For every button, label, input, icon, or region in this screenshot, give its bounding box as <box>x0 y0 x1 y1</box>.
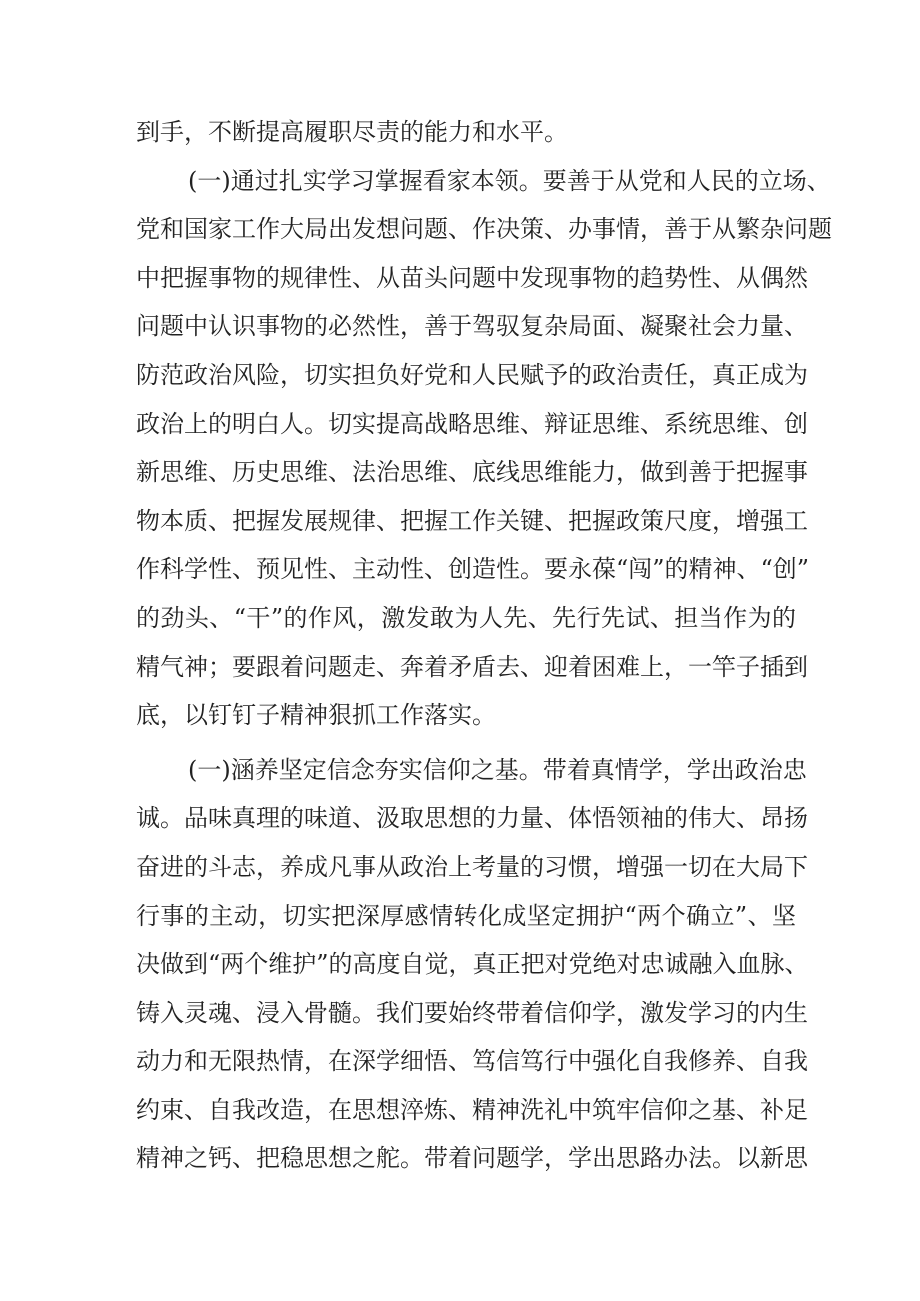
text-line: 铸入灵魂、浸入骨髓。我们要始终带着信仰学，激发学习的内生 <box>136 998 808 1027</box>
text-line: 防范政治风险，切实担负好党和人民赋予的政治责任，真正成为 <box>136 360 808 389</box>
text-line: 物本质、把握发展规律、把握工作关键、把握政策尺度，增强工 <box>136 506 808 535</box>
text-line: 决做到“两个维护”的高度自觉，真正把对党绝对忠诚融入血脉、 <box>136 950 809 979</box>
text-line: 约束、自我改造，在思想淬炼、精神洗礼中筑牢信仰之基、补足 <box>136 1095 808 1124</box>
text-line: 党和国家工作大局出发想问题、作决策、办事情，善于从繁杂问题 <box>136 215 832 244</box>
text-line: 中把握事物的规律性、从苗头问题中发现事物的趋势性、从偶然 <box>136 263 808 292</box>
text-line: 政治上的明白人。切实提高战略思维、辩证思维、系统思维、创 <box>136 409 808 438</box>
text-line: 底，以钉钉子精神狠抓工作落实。 <box>136 701 496 730</box>
text-line: 奋进的斗志，养成凡事从政治上考量的习惯，增强一切在大局下 <box>136 852 808 881</box>
text-line: 行事的主动，切实把深厚感情转化成坚定拥护“两个确立”、坚 <box>136 901 796 930</box>
text-line: 到手，不断提高履职尽责的能力和水平。 <box>136 118 568 146</box>
text-line: 精神之钙、把稳思想之舵。带着问题学，学出思路办法。以新思 <box>136 1144 808 1173</box>
text-line: 诚。品味真理的味道、汲取思想的力量、体悟领袖的伟大、昂扬 <box>136 804 808 833</box>
paragraph-heading-line: (一)通过扎实学习掌握看家本领。要善于从党和人民的立场、 <box>188 166 831 195</box>
text-line: 新思维、历史思维、法治思维、底线思维能力，做到善于把握事 <box>136 458 808 487</box>
text-line: 作科学性、预见性、主动性、创造性。要永葆“闯”的精神、“创” <box>136 555 810 584</box>
text-line: 的劲头、“干”的作风，激发敢为人先、先行先试、担当作为的 <box>136 603 796 632</box>
text-line: 问题中认识事物的必然性，善于驾驭复杂局面、凝聚社会力量、 <box>136 312 808 341</box>
text-line: 精气神；要跟着问题走、奔着矛盾去、迎着困难上，一竿子插到 <box>136 652 808 681</box>
paragraph-heading-line: (一)涵养坚定信念夯实信仰之基。带着真情学，学出政治忠 <box>188 755 807 784</box>
document-body <box>136 108 832 1183</box>
text-line: 动力和无限热情，在深学细悟、笃信笃行中强化自我修养、自我 <box>136 1047 808 1076</box>
